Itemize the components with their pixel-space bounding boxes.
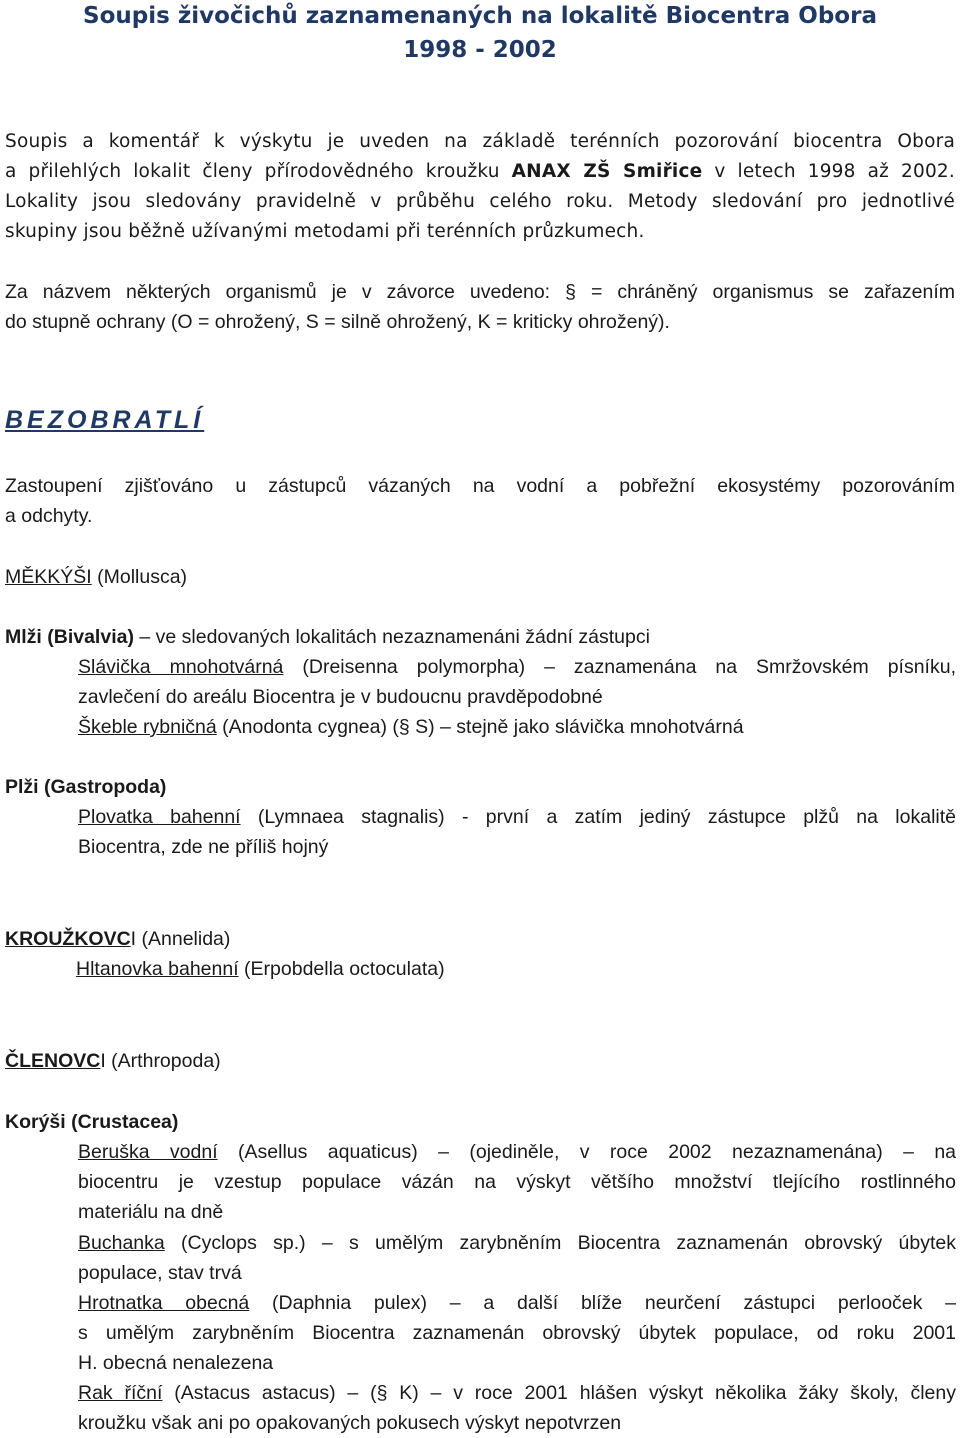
group-heading-arthropoda: ČLENOVCI (Arthropoda)	[5, 1050, 221, 1072]
class-heading-gastropoda: Plži (Gastropoda)	[5, 776, 167, 798]
species-line: kroužku však ani po opakovaných pokusech výskyt nepotvrzen	[78, 1412, 622, 1434]
species-great-pond-snail	[78, 802, 956, 862]
species-name: Hrotnatka obecná	[78, 1292, 250, 1314]
species-line: populace, stav trvá	[78, 1262, 242, 1284]
legend-line-2: do stupně ochrany (O = ohrožený, S = silně ohrožený, K = kriticky ohrožený).	[5, 311, 670, 333]
group-heading-mollusca: MĚKKÝŠI (Mollusca)	[5, 566, 188, 588]
intro-line-1: Soupis a komentář k výskytu je uveden na základě terénních pozorování biocentra Obora	[5, 131, 955, 152]
species-line: s umělým zarybněním Biocentra zaznamenán obrovský úbytek populace, od roku 2001	[78, 1322, 956, 1344]
species-line: biocentru je vzestup populace vázán na výskyt většího množství tlejícího rostlinného	[78, 1171, 956, 1193]
species-name: Plovatka bahenní	[78, 806, 241, 828]
species-name: Slávička mnohotvárná	[78, 656, 284, 678]
species-zebra-mussel	[78, 652, 956, 712]
document-title: Soupis živočichů zaznamenaných na lokalitě Biocentra Obora	[83, 3, 877, 29]
intro-line-4: skupiny jsou běžně užívanými metodami při terénních průzkumech.	[5, 221, 645, 242]
species-water-flea	[78, 1288, 956, 1378]
species-name: Rak říční	[78, 1382, 163, 1404]
species-name: Škeble rybničná	[78, 716, 217, 738]
species-leech	[76, 954, 954, 984]
legend-line-1: Za názvem některých organismů je v závorce uvedeno: § = chráněný organismus se zařazením	[5, 281, 955, 303]
species-line: materiálu na dně	[78, 1201, 224, 1223]
species-water-louse	[78, 1137, 956, 1227]
section-description	[5, 471, 955, 531]
section-desc-line-1: Zastoupení zjišťováno u zástupců vázaných na vodní a pobřežní ekosystémy pozorováním	[5, 475, 955, 497]
club-name: ANAX ZŠ Smiřice	[511, 161, 703, 182]
species-line: Plovatka bahenní (Lymnaea stagnalis) - první a zatím jediný zástupce plžů na lokalitě	[78, 806, 956, 828]
document-years: 1998 - 2002	[403, 37, 557, 63]
species-line: Hltanovka bahenní (Erpobdella octoculata)	[76, 958, 445, 980]
intro-paragraph	[5, 127, 955, 247]
class-heading-bivalvia: Mlži (Bivalvia) – ve sledovaných lokalitách nezaznamenáni žádní zástupci	[5, 626, 650, 648]
species-name: Buchanka	[78, 1232, 165, 1254]
species-line: Buchanka (Cyclops sp.) – s umělým zarybněním Biocentra zaznamenán obrovský úbytek	[78, 1232, 956, 1254]
intro-line-2: a přilehlých lokalit členy přírodovědného kroužku ANAX ZŠ Smiřice v letech 1998 až 2002.	[5, 161, 955, 182]
species-line: zavlečení do areálu Biocentra je v budoucnu pravděpodobné	[78, 686, 603, 708]
legend-paragraph	[5, 277, 955, 337]
species-line: Biocentra, zde ne příliš hojný	[78, 836, 329, 858]
species-name: Hltanovka bahenní	[76, 958, 239, 980]
section-heading-invertebrates: BEZOBRATLÍ	[5, 406, 205, 434]
species-noble-crayfish	[78, 1378, 956, 1438]
species-swan-mussel	[78, 712, 956, 742]
species-line: Slávička mnohotvárná (Dreisenna polymorpha) – zaznamenána na Smržovském písníku,	[78, 656, 956, 678]
species-line: Beruška vodní (Asellus aquaticus) – (ojediněle, v roce 2002 nezaznamenána) – na	[78, 1141, 956, 1163]
intro-line-3: Lokality jsou sledovány pravidelně v průběhu celého roku. Metody sledování pro jednotlivé	[5, 191, 955, 212]
class-heading-crustacea: Korýši (Crustacea)	[5, 1111, 179, 1133]
group-heading-annelida: KROUŽKOVCI (Annelida)	[5, 928, 231, 950]
species-line: Hrotnatka obecná (Daphnia pulex) – a další blíže neurčení zástupci perlooček –	[78, 1292, 956, 1314]
section-desc-line-2: a odchyty.	[5, 505, 93, 527]
species-name: Beruška vodní	[78, 1141, 218, 1163]
species-line: Rak říční (Astacus astacus) – (§ K) – v roce 2001 hlášen výskyt několika žáky školy, členy	[78, 1382, 956, 1404]
species-line: H. obecná nenalezena	[78, 1352, 274, 1374]
species-cyclops	[78, 1228, 956, 1288]
species-line: Škeble rybničná (Anodonta cygnea) (§ S) – stejně jako slávička mnohotvárná	[78, 716, 744, 738]
